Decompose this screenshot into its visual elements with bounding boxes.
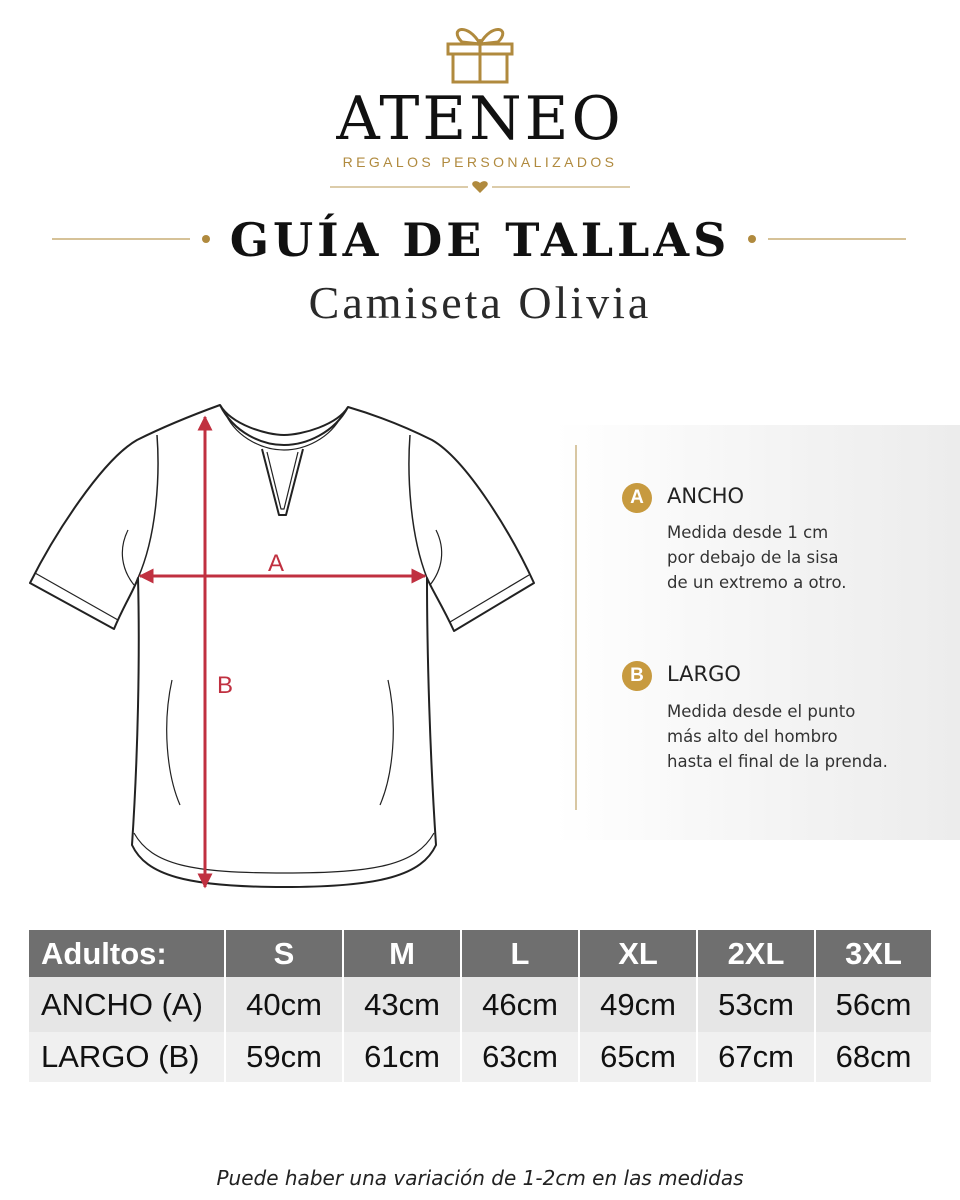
brand-logo-text: ATENEO (336, 84, 624, 154)
table-header-cell: Adultos: (29, 930, 226, 977)
badge-b: B (622, 661, 652, 691)
arrow-a-label: A (267, 550, 285, 577)
table-cell: 63cm (462, 1032, 580, 1082)
table-header-cell: 3XL (845, 935, 902, 971)
measurement-note: Puede haber una variación de 1-2cm en las medidas (216, 1166, 744, 1190)
table-row (29, 1032, 931, 1082)
gift-icon (440, 18, 520, 84)
badge-a: A (622, 483, 652, 513)
table-cell: 61cm (344, 1032, 462, 1082)
table-cell: 59cm (226, 1032, 344, 1082)
table-cell: 67cm (698, 1032, 816, 1082)
table-header-cell: M (344, 930, 462, 977)
page-subtitle: Camiseta Olivia (308, 277, 652, 328)
shirt-diagram (22, 395, 547, 900)
page-title: GUÍA DE TALLAS (229, 213, 731, 267)
table-cell: 46cm (462, 977, 580, 1032)
size-table (29, 930, 931, 1080)
measure-b-description (667, 699, 888, 774)
table-cell: ANCHO (A) (29, 977, 226, 1032)
table-cell: 53cm (698, 977, 816, 1032)
measure-b-line: más alto del hombro (667, 727, 838, 746)
measure-a-description (667, 520, 847, 595)
measure-a-line: Medida desde 1 cm (667, 523, 829, 542)
table-cell: 68cm (835, 1039, 912, 1074)
table-cell: 65cm (580, 1032, 698, 1082)
table-header-cell: 2XL (698, 930, 816, 977)
measure-a-heading: ANCHO (667, 484, 745, 508)
heart-icon (320, 178, 640, 196)
table-header-row (29, 930, 931, 977)
table-cell: 40cm (226, 977, 344, 1032)
measure-a-line: de un extremo a otro. (667, 573, 847, 592)
table-cell: LARGO (B) (29, 1032, 226, 1082)
measure-b-line: Medida desde el punto (667, 702, 856, 721)
table-cell: 49cm (580, 977, 698, 1032)
table-header-cell: L (462, 930, 580, 977)
measure-info-panel (555, 425, 960, 840)
table-row (29, 977, 931, 1032)
table-cell: 56cm (835, 986, 912, 1022)
measure-a-line: por debajo de la sisa (667, 548, 839, 567)
measure-b-line: hasta el final de la prenda. (667, 752, 888, 771)
panel-divider (575, 445, 577, 810)
measure-b-heading: LARGO (667, 662, 741, 686)
table-cell: 43cm (344, 977, 462, 1032)
table-header-cell: S (226, 930, 344, 977)
table-header-cell: XL (580, 930, 698, 977)
arrow-b-label: B (217, 672, 234, 699)
shirt-outline (30, 405, 534, 887)
brand-tagline: REGALOS PERSONALIZADOS (342, 154, 618, 170)
